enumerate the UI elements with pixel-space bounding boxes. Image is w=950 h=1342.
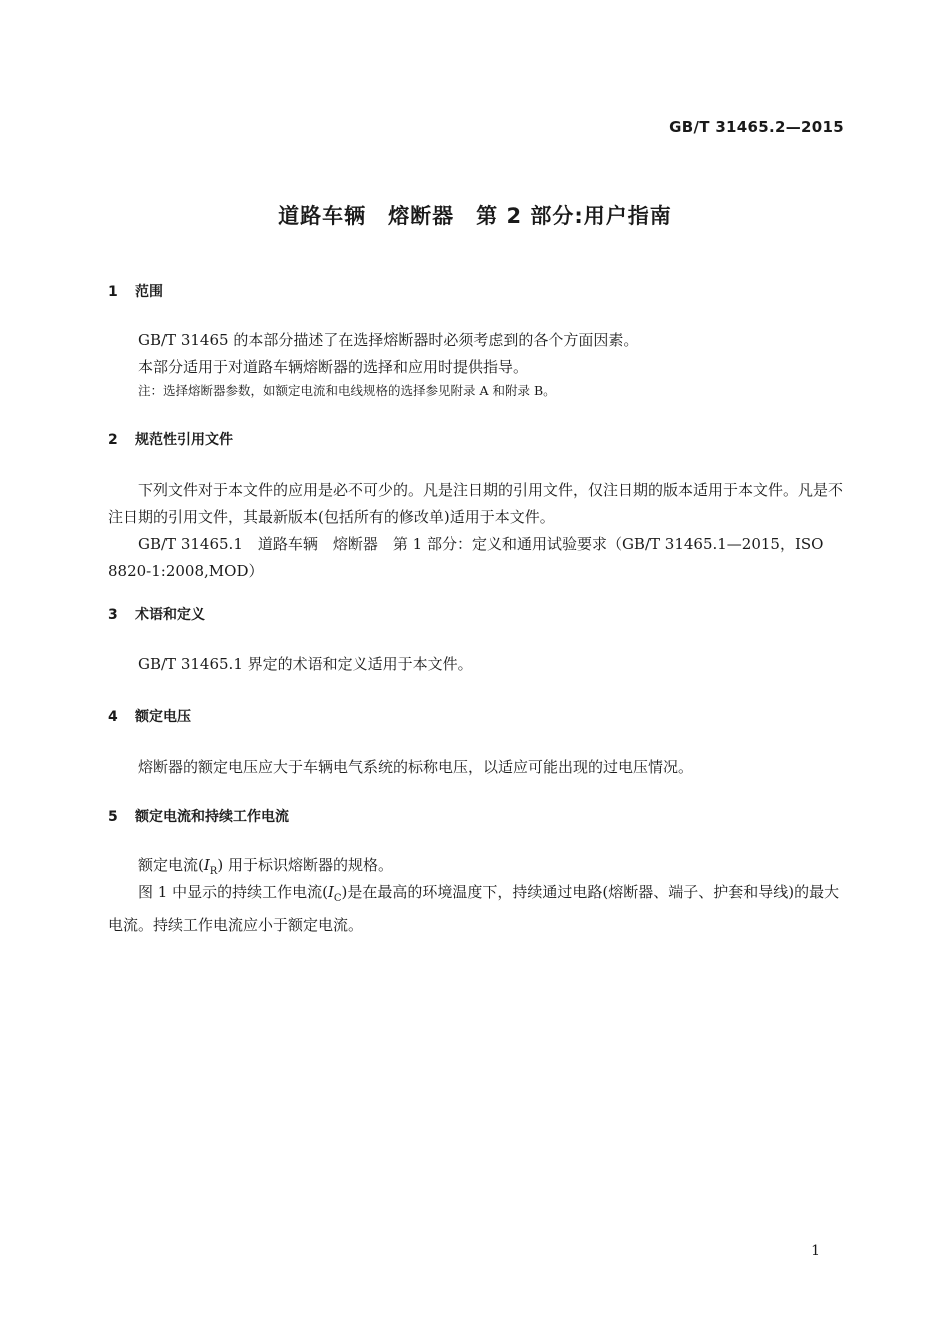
standard-number: GB/T 31465.2—2015 [669,118,844,136]
section-title: 范围 [135,284,163,300]
section-number: 2 [108,432,118,448]
paragraph: 下列文件对于本文件的应用是必不可少的。凡是注日期的引用文件，仅注日期的版本适用于本文件。凡是不注日期的引用文件，其最新版本(包括所有的修改单)适用于本文件。 [108,481,844,526]
current-symbol: I [327,883,334,901]
section-number: 5 [108,809,118,825]
document-title: 道路车辆 熔断器 第 2 部分:用户指南 [278,204,672,228]
paragraph: 本部分适用于对道路车辆熔断器的选择和应用时提供指导。 [138,358,529,376]
current-symbol: I [203,856,210,874]
current-subscript: R [209,866,218,877]
paragraph: GB/T 31465.1 界定的术语和定义适用于本文件。 [138,655,473,673]
section-title: 额定电流和持续工作电流 [135,809,289,825]
section-number: 4 [108,709,118,725]
current-subscript: C [333,893,342,904]
text-run: ) 用于标识熔断器的规格。 [217,856,393,874]
section-title: 术语和定义 [135,607,205,623]
note: 注：选择熔断器参数，如额定电流和电线规格的选择参见附录 A 和附录 B。 [138,383,556,398]
section-3-heading [108,604,205,624]
section-title: 额定电压 [135,709,191,725]
section-2-heading [108,429,233,449]
paragraph [108,879,848,939]
page-number: 1 [811,1243,820,1259]
text-run: 图 1 中显示的持续工作电流( [138,883,328,901]
text-run: 额定电流( [138,856,204,874]
section-number: 1 [108,284,118,300]
paragraph: GB/T 31465 的本部分描述了在选择熔断器时必须考虑到的各个方面因素。 [138,331,639,349]
section-4-heading [108,706,191,726]
text-run: )是在最高的环境温度下，持续通过电路(熔断器、端子、护套和导线)的最大电流。持续工作电流应小于额定电流。 [108,883,840,934]
paragraph: 熔断器的额定电压应大于车辆电气系统的标称电压，以适应可能出现的过电压情况。 [138,758,694,776]
section-5-heading [108,806,289,826]
section-number: 3 [108,607,118,623]
section-title: 规范性引用文件 [135,432,233,448]
section-1-heading [108,281,163,301]
paragraph: GB/T 31465.1 道路车辆 熔断器 第 1 部分：定义和通用试验要求（GB/T 31465.1—2015，ISO 8820-1:2008,MOD） [108,535,824,580]
